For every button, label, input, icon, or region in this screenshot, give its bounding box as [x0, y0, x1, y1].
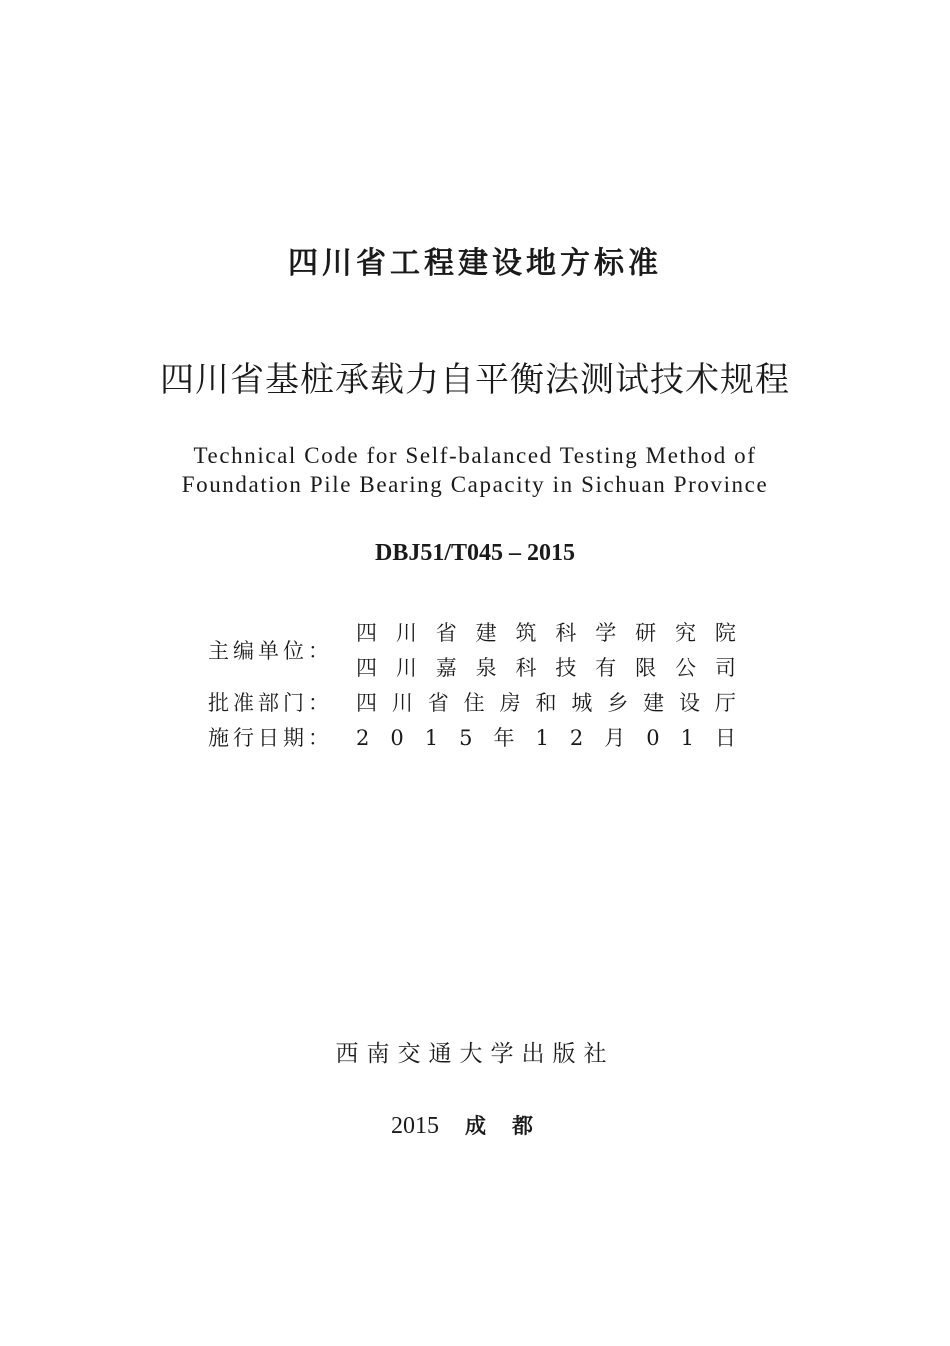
date-row	[208, 721, 748, 756]
imprint	[0, 1110, 950, 1140]
imprint-city: 成都	[465, 1114, 559, 1138]
info-char: 限	[635, 656, 657, 680]
info-char: 2	[569, 726, 584, 750]
info-char: 房	[499, 691, 521, 715]
english-title	[0, 441, 950, 499]
series-title: 四川省工程建设地方标准	[288, 246, 662, 281]
info-char: 1	[535, 726, 549, 750]
info-char: 1	[424, 726, 439, 750]
editor-label: 主编单位：	[208, 639, 333, 663]
info-char: 厅	[714, 691, 736, 715]
info-block	[208, 616, 748, 756]
approver-value	[356, 686, 736, 721]
info-char: 0	[646, 726, 660, 750]
info-char: 省	[427, 691, 449, 715]
info-char: 研	[635, 621, 657, 645]
info-char: 建	[475, 621, 497, 645]
approver-label: 批准部门：	[208, 691, 333, 715]
info-char: 1	[680, 726, 694, 750]
editor-value-1	[356, 616, 736, 651]
info-char: 设	[679, 691, 701, 715]
info-char: 川	[395, 656, 417, 680]
english-title-line-2: Foundation Pile Bearing Capacity in Sichuan Province	[181, 472, 769, 497]
info-char: 乡	[607, 691, 629, 715]
editor-values	[356, 616, 748, 686]
english-title-line-1: Technical Code for Self-balanced Testing Method of	[193, 443, 757, 468]
info-char: 四	[356, 621, 377, 645]
info-char: 住	[463, 691, 485, 715]
info-char: 院	[714, 621, 736, 645]
info-char: 川	[391, 691, 413, 715]
editor-row	[208, 616, 748, 686]
imprint-year: 2015	[391, 1113, 439, 1139]
info-char: 学	[595, 621, 617, 645]
info-char: 究	[675, 621, 696, 645]
chinese-title: 四川省基桩承载力自平衡法测试技术规程	[160, 360, 790, 400]
info-char: 有	[595, 656, 617, 680]
info-char: 省	[435, 621, 457, 645]
date-label: 施行日期：	[208, 726, 333, 750]
publisher: 西南交通大学出版社	[335, 1041, 615, 1067]
info-char: 技	[555, 656, 577, 680]
info-char: 和	[535, 691, 557, 715]
info-char: 泉	[475, 656, 497, 680]
info-char: 建	[643, 691, 665, 715]
standard-code: DBJ51/T045 – 2015	[374, 540, 575, 566]
info-char: 四	[356, 656, 377, 680]
info-char: 科	[555, 621, 577, 645]
info-char: 城	[571, 691, 593, 715]
info-char: 四	[356, 691, 377, 715]
info-char: 0	[390, 726, 404, 750]
info-char: 川	[395, 621, 417, 645]
info-char: 2	[356, 726, 370, 750]
approver-row	[208, 686, 748, 721]
info-char: 筑	[515, 621, 537, 645]
info-char: 公	[675, 656, 696, 680]
info-char: 司	[714, 656, 736, 680]
info-char: 5	[459, 726, 473, 750]
info-char: 嘉	[435, 656, 457, 680]
info-char: 科	[515, 656, 537, 680]
editor-value-2	[356, 651, 736, 686]
info-char: 日	[715, 726, 736, 750]
info-char: 月	[604, 726, 626, 750]
info-char: 年	[493, 726, 515, 750]
date-value	[356, 721, 736, 756]
